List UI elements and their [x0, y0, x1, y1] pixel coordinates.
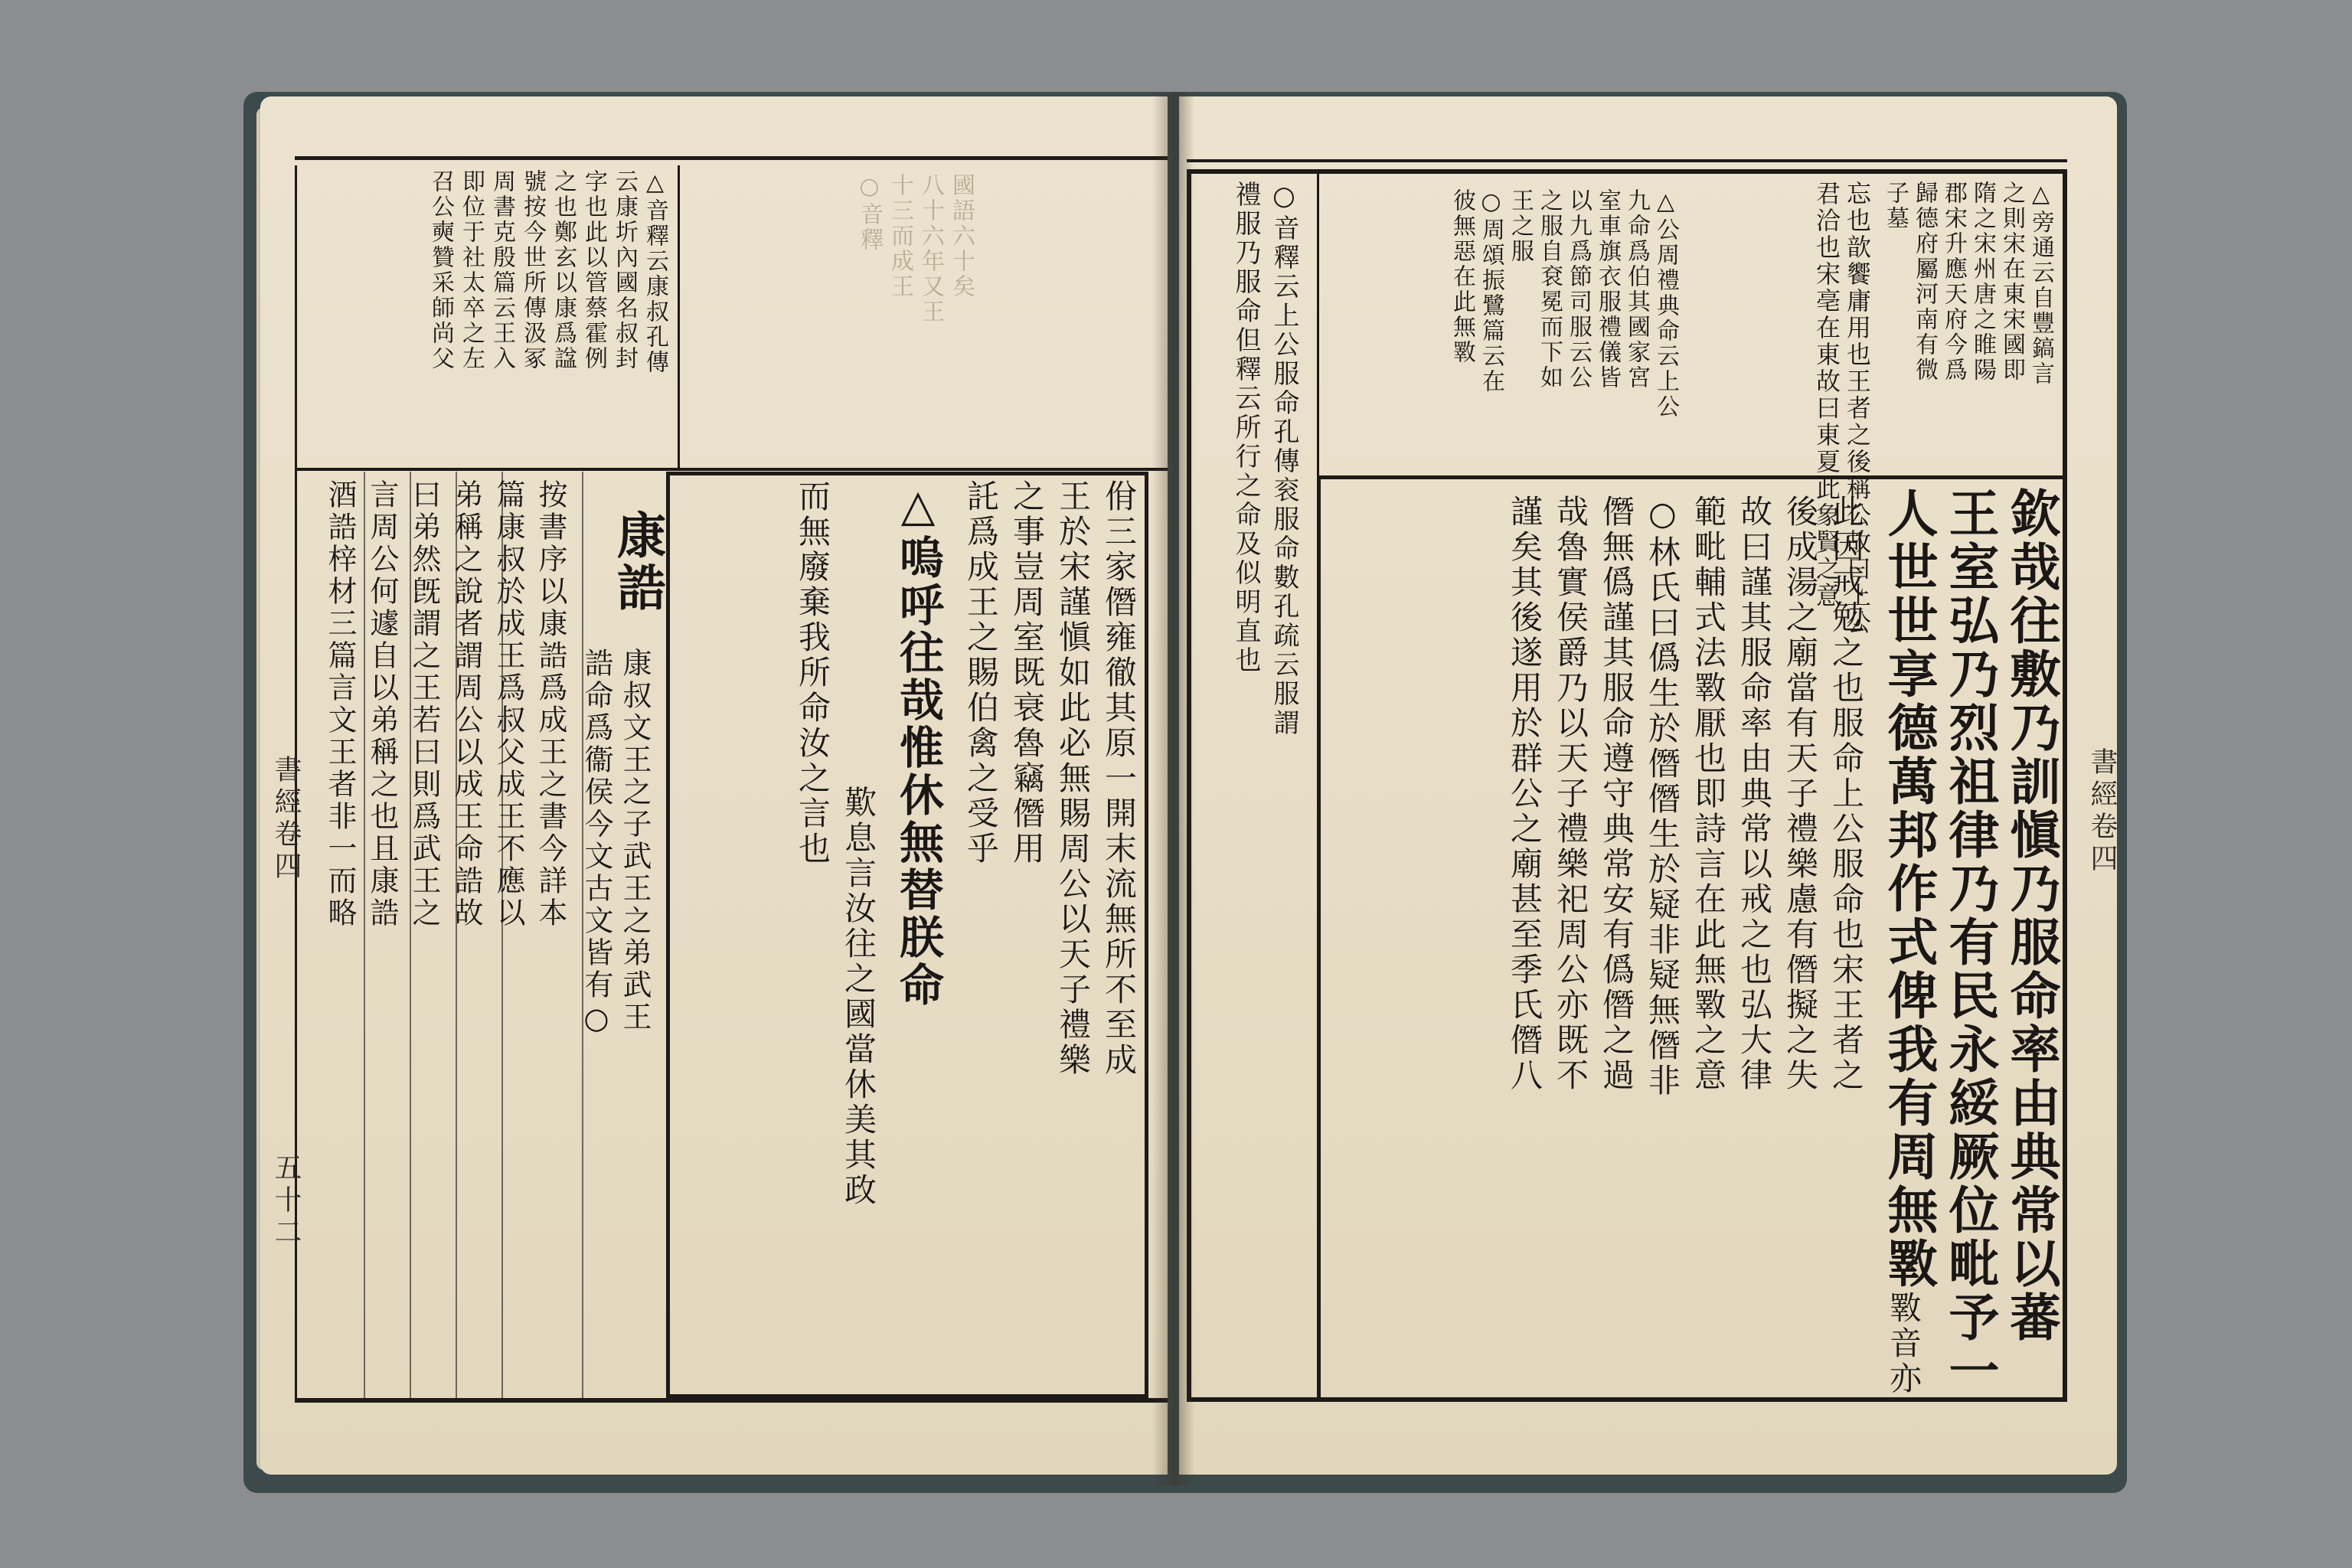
text-column: 之事豈周室既衰魯竊僭用 [1008, 479, 1046, 867]
left-notes-divider [678, 165, 680, 468]
chapter-title: 康誥 [609, 510, 666, 614]
left-mid-rule [295, 468, 1168, 471]
commentary-column: 忘也歆饗庸用也王者之後稱公故曰上公 [1843, 181, 1872, 636]
left-page [260, 96, 1168, 1475]
note-column: 子墓 [1882, 181, 1909, 231]
note-column: 歸德府屬河南有微 [1911, 181, 1938, 383]
note-column: ○周頌振鷺篇云在 [1478, 188, 1504, 394]
text-column: 按書序以康誥爲成王之書今詳本 [534, 479, 567, 929]
text-column: 康叔文王之子武王之弟武王 [618, 648, 652, 1034]
text-column: 僭無僞謹其服命遵守典常安有僞僭之過 [1598, 495, 1635, 1093]
text-column: 後成湯之廟當有天子禮樂慮有僭擬之失 [1782, 495, 1819, 1093]
pronunciation-note: 斁音亦 [1885, 1291, 1922, 1396]
right-notes-divider [1317, 169, 1319, 475]
faded-note: 國語六十矣 [948, 173, 975, 299]
note-column: 彼無惡在此無斁 [1449, 188, 1475, 365]
text-column: 而無廢棄我所命汝之言也 [794, 479, 831, 867]
text-column: 哉魯實侯爵乃以天子禮樂祀周公亦既不 [1552, 495, 1589, 1093]
commentary-column: ○音釋云上公服命孔傳衮服命數孔疏云服謂 [1269, 181, 1299, 738]
note-column: △音釋云康叔孔傳 [642, 169, 668, 375]
faded-note: 八十六年又王 [917, 173, 944, 325]
main-text-column: 王室弘乃烈祖律乃有民永綏厥位毗予一 [1940, 487, 2000, 1398]
commentary-column: 禮服乃服命但釋云所行之命及似明直也 [1230, 181, 1261, 675]
text-column: 歎息言汝往之國當休美其政 [840, 786, 877, 1208]
faded-note: 十三而成王 [887, 173, 913, 299]
note-column: 室車旗衣服禮儀皆 [1594, 188, 1621, 390]
commentary-column: 君洽也宋亳在東故曰東夏此象賢之意 [1812, 181, 1841, 609]
main-text-column: △嗚呼往哉惟休無替朕命 [892, 479, 944, 1009]
right-page [1179, 96, 2117, 1475]
right-margin-label: 書經卷四 [2086, 747, 2118, 876]
right-top-rule [1187, 159, 2067, 162]
text-column: 曰弟然旣謂之王若曰則爲武王之 [407, 479, 441, 929]
text-column: 此因戒勉之也服命上公服命也宋王者之 [1828, 495, 1865, 1093]
text-column: 佾三家僭雍徹其原一開末流無所不至成 [1100, 479, 1138, 1078]
faded-note: ○音釋 [856, 173, 883, 253]
text-column: 託爲成王之賜伯禽之受乎 [962, 479, 1000, 867]
main-text-column: 欽哉往敷乃訓愼乃服命率由典常以蕃 [2001, 487, 2061, 1344]
note-column: △公周禮典命云上公 [1652, 188, 1679, 420]
note-column: 之則宋在東宋國即 [1998, 181, 2025, 383]
note-column: 之服自袞冕而下如 [1536, 188, 1563, 390]
left-top-rule [295, 156, 1168, 160]
text-column: 謹矣其後遂用於群公之廟甚至季氏僭八 [1506, 495, 1544, 1093]
text-column: 王於宋謹愼如此必無賜周公以天子禮樂 [1054, 479, 1092, 1078]
left-bottom-rule [295, 1398, 1168, 1403]
left-margin-label: 書經卷四 [270, 755, 302, 884]
main-text-column: 人世世享德萬邦作式俾我有周無斁 [1879, 487, 1939, 1291]
text-column: 誥命爲衞侯今文古文皆有○ [580, 648, 613, 1038]
note-column: 號按今世所傳汲冢 [519, 169, 546, 371]
note-column: 召公奭贊采師尚父 [427, 169, 454, 371]
note-column: 王之服 [1507, 188, 1534, 264]
note-column: 即位于社太卒之左 [458, 169, 485, 371]
book-gutter [1152, 92, 1194, 1485]
text-column: 範毗輔式法斁厭也即詩言在此無斁之意 [1690, 495, 1727, 1093]
note-column: 之也鄭玄以康爲諡 [550, 169, 577, 371]
text-column: 弟稱之說者謂周公以成王命誥故 [449, 479, 483, 929]
text-column: 篇康叔於成王爲叔父成王不應以 [492, 479, 525, 929]
left-folio: 五十二 [270, 1153, 302, 1250]
note-column: △旁通云自豐鎬言 [2027, 181, 2054, 387]
note-column: 云康圻內國名叔封 [611, 169, 638, 371]
note-column: 九命爲伯其國家宮 [1623, 188, 1650, 390]
text-column: 酒誥梓材三篇言文王者非一而略 [323, 479, 357, 929]
note-column: 以九爲節司服云公 [1565, 188, 1592, 390]
text-column: 言周公何遽自以弟稱之也且康誥 [365, 479, 399, 929]
text-column: 故曰謹其服命率由典常以戒之也弘大律 [1736, 495, 1773, 1093]
note-column: 隋之宋州唐之睢陽 [1969, 181, 1996, 383]
note-column: 周書克殷篇云王入 [488, 169, 515, 371]
note-column: 字也此以管蔡霍例 [580, 169, 607, 371]
note-column: 郡宋升應天府今爲 [1940, 181, 1967, 383]
text-column: ○林氏曰僞生於僭僭生於疑非疑無僭非 [1644, 495, 1681, 1099]
